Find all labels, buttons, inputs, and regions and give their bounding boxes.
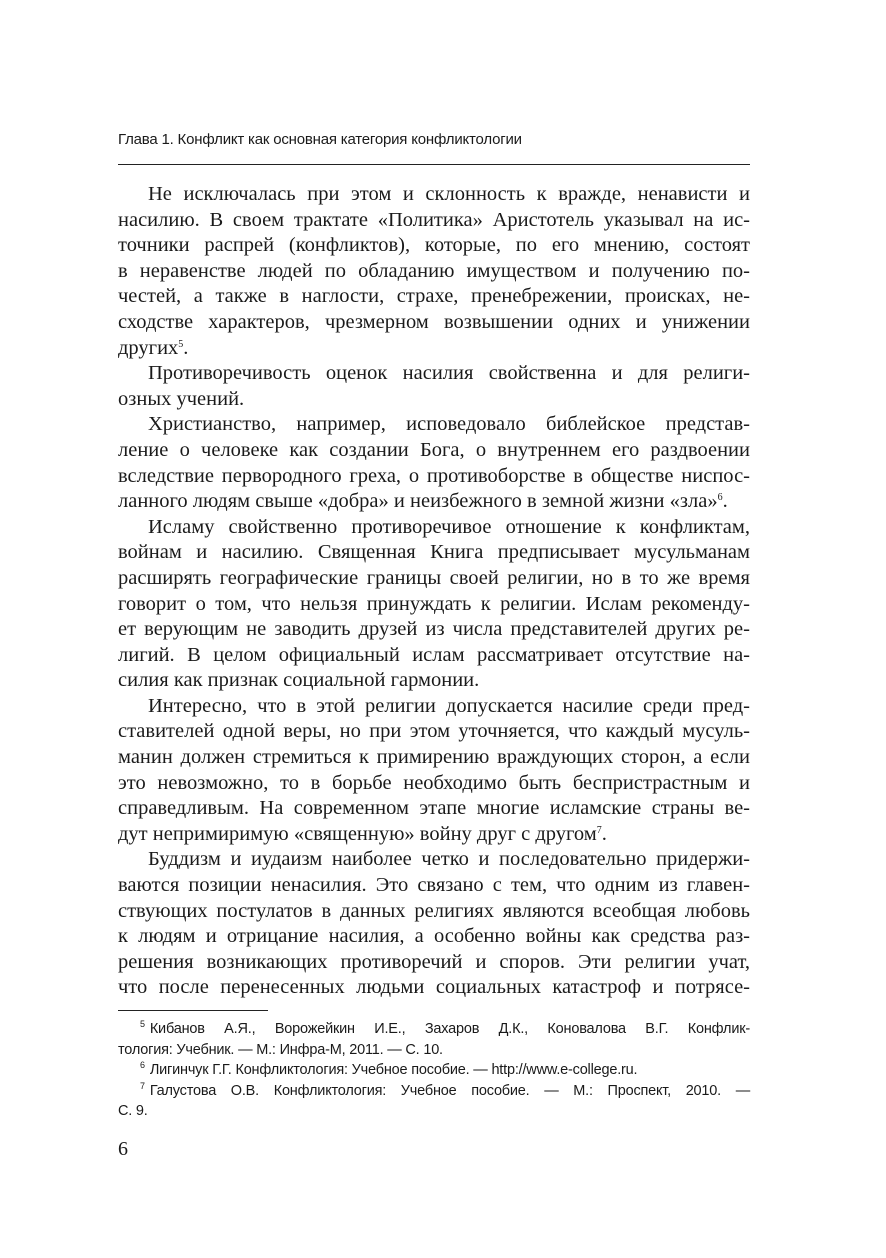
footnote-line [118,1060,750,1081]
footnote-text: тология: Учебник. — М.: Инфра-М, 2011. — С. 10. [118,1041,443,1058]
body-text [118,182,750,1001]
line-text: ставителей одной веры, но при этом уточняется, что каждый мусуль- [118,720,750,743]
line-text: ствующих постулатов в данных религиях являются всеобщая любовь [118,899,750,922]
line-text: говорит о том, что нельзя принуждать к религии. Ислам рекоменду- [118,592,750,615]
line-text: Интересно, что в этой религии допускается насилие среди пред- [148,694,750,717]
footnote-text: С. 9. [118,1103,148,1119]
text-line [118,924,750,950]
line-tail: . [722,490,728,513]
text-line [118,361,750,387]
text-line [118,643,750,669]
footnotes [118,1019,750,1122]
footnote-line [118,1101,750,1122]
header-rule [118,164,750,165]
text-line [118,412,750,438]
footnote-ref: 6 [717,492,723,504]
text-line [118,438,750,464]
text-line [118,847,750,873]
text-line [118,668,750,694]
footnote-number: 5 [140,1019,145,1029]
footnote-text: Галустова О.В. Конфликтология: Учебное пособие. — М.: Проспект, 2010. — [149,1082,750,1099]
text-line [118,464,750,490]
line-text: вследствие первородного греха, о противоборстве в обществе ниспос- [118,464,750,487]
text-line [118,617,750,643]
text-line [118,489,750,515]
paragraph [118,694,750,848]
paragraph [118,847,750,1001]
line-text: решения возникающих противоречий и споров. Эти религии учат, [118,950,750,973]
footnote-line [118,1019,750,1040]
line-text: насилию. В своем трактате «Политика» Аристотель указывал на ис- [118,208,750,231]
footnote-text: Кибанов А.Я., Ворожейкин И.Е., Захаров Д.К., Коновалова В.Г. Конфлик- [149,1021,750,1037]
text-line [118,566,750,592]
line-text: Противоречивость оценок насилия свойственна и для религи- [148,362,750,385]
line-text: Буддизм и иудаизм наиболее четко и последовательно придержи- [148,848,750,871]
text-line [118,745,750,771]
line-text: Исламу свойственно противоречивое отношение к конфликтам, [148,515,750,538]
running-header: Глава 1. Конфликт как основная категория конфликтологии [118,131,522,148]
line-tail: . [601,822,607,845]
line-text: силия как признак социальной гармонии. [118,669,480,692]
line-text: точники распрей (конфликтов), которые, по его мнению, состоят [118,234,750,257]
line-text: войнам и насилию. Священная Книга предписывает мусульманам [118,541,750,564]
text-line [118,899,750,925]
line-text: к людям и отрицание насилия, а особенно войны как средства раз- [118,925,750,948]
paragraph [118,361,750,412]
line-text: это невозможно, то в борьбе необходимо быть беспристрастным и [118,771,750,794]
line-text: расширять географические границы своей религии, но в то же время [118,566,750,589]
footnote [118,1060,750,1081]
line-text: лигий. В целом официальный ислам рассматривает отсутствие на- [118,643,750,666]
footnote-line [118,1040,750,1061]
paragraph [118,412,750,514]
text-line [118,284,750,310]
text-line [118,387,750,413]
text-line [118,208,750,234]
line-text: что после перенесенных людьми социальных катастроф и потрясе- [118,976,750,999]
footnote-rule [118,1010,268,1011]
text-line [118,950,750,976]
line-text: манин должен стремиться к примирению враждующих сторон, а если [118,746,750,769]
footnote [118,1081,750,1122]
footnote-ref: 7 [596,824,602,836]
footnote-text: Лигинчук Г.Г. Конфликтология: Учебное пособие. — http://www.e-college.ru. [149,1062,638,1078]
footnote-ref: 5 [178,338,184,350]
text-line [118,310,750,336]
line-text: ваются позиции ненасилия. Это связано с тем, что одним из главен- [118,874,750,897]
text-line [118,515,750,541]
text-line [118,540,750,566]
line-text: сходстве характеров, чрезмерном возвышении одних и унижении [118,310,750,333]
text-line [118,822,750,848]
paragraph [118,515,750,694]
footnote-line [118,1081,750,1102]
text-line [118,259,750,285]
paragraph [118,182,750,361]
text-line [118,592,750,618]
page-number: 6 [118,1138,128,1160]
line-text: ланного людям свыше «добра» и неизбежного в земной жизни «зла» [118,490,718,513]
line-text: дут непримиримую «священную» войну друг с другом [118,822,597,845]
footnote-number: 7 [140,1080,145,1091]
line-text: ление о человеке как создании Бога, о внутреннем его раздвоении [118,438,750,461]
text-line [118,694,750,720]
footnote-number: 6 [140,1060,145,1070]
text-line [118,182,750,208]
line-text: озных учений. [118,387,245,410]
footnote [118,1019,750,1060]
line-text: Не исключалась при этом и склонность к вражде, ненависти и [148,183,750,205]
line-text: справедливым. На современном этапе многие исламские страны ве- [118,797,750,820]
text-line [118,873,750,899]
text-line [118,719,750,745]
line-text: честей, а также в наглости, страхе, пренебрежении, происках, не- [118,285,750,308]
line-tail: . [183,336,189,359]
line-text: других [118,336,179,359]
line-text: в неравенстве людей по обладанию имуществом и получению по- [118,259,750,282]
text-line [118,796,750,822]
text-line [118,771,750,797]
line-text: ет верующим не заводить друзей из числа представителей других ре- [118,618,750,641]
line-text: Христианство, например, исповедовало библейское представ- [148,413,750,436]
text-line [118,233,750,259]
text-line [118,336,750,362]
text-line [118,975,750,1001]
